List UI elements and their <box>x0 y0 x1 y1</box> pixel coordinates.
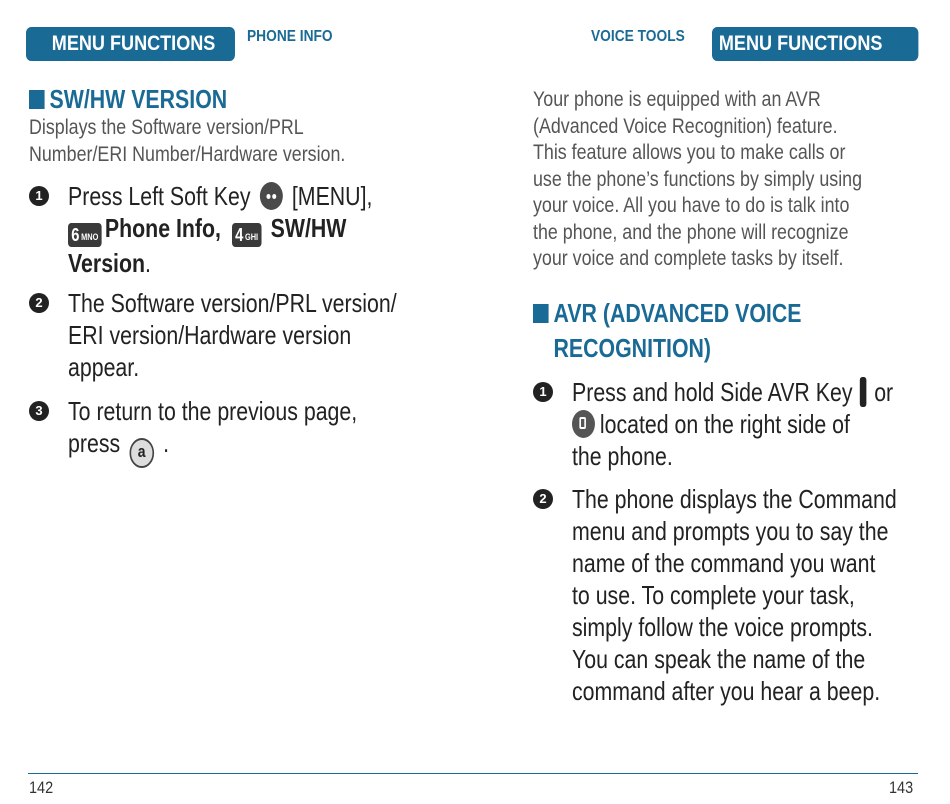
avr-step-1-line-3: the phone. <box>572 441 673 471</box>
avr-step-2-line: The phone displays the Command <box>572 484 897 514</box>
intro-line: your voice and complete tasks by itself. <box>533 246 844 270</box>
step-2 <box>68 287 397 383</box>
side-avr-key-icon <box>860 377 867 407</box>
key-4-icon <box>232 223 262 247</box>
avr-step-1-number: 1 <box>533 382 553 402</box>
page-number-left: 142 <box>29 778 54 797</box>
page-number-right: 143 <box>889 778 914 797</box>
step-1-menu-label: [MENU], <box>291 181 373 211</box>
voice-key-icon <box>572 410 595 438</box>
back-key-icon: a <box>129 438 154 468</box>
heading-square-icon <box>29 90 45 109</box>
intro-line: use the phone’s functions by simply using <box>533 166 863 191</box>
description-line: Number/ERI Number/Hardware version. <box>29 141 346 166</box>
avr-heading <box>533 296 801 366</box>
key-4-letters: GHI <box>244 232 259 242</box>
step-3 <box>68 395 357 468</box>
step-3-line-2 <box>68 427 357 468</box>
heading-text: AVR (ADVANCED VOICE <box>553 298 802 328</box>
step-2-line: appear. <box>68 352 140 382</box>
heading-square-icon <box>533 304 549 323</box>
intro-line: Your phone is equipped with an AVR <box>533 87 821 111</box>
step-1-line-1 <box>68 180 372 212</box>
menu-functions-tab-left: MENU FUNCTIONS <box>26 27 235 61</box>
avr-heading-line-2: RECOGNITION) <box>553 333 712 363</box>
avr-step-1-or: or <box>874 377 894 407</box>
avr-step-1 <box>572 376 893 472</box>
key-4-number: 4 <box>235 225 244 245</box>
avr-step-2-line: command after you hear a beep. <box>572 676 881 706</box>
step-1 <box>68 180 372 279</box>
step-1-text: Press Left Soft Key <box>68 181 251 211</box>
step-1-comma: , <box>215 213 221 243</box>
sw-hw-label: SW/HW <box>270 213 347 243</box>
intro-line: (Advanced Voice Recognition) feature. <box>533 113 838 138</box>
avr-step-2-line: You can speak the name of the <box>572 644 866 674</box>
avr-step-1-line-1 <box>572 376 893 408</box>
step-1-number: 1 <box>29 186 49 206</box>
avr-step-2-line: menu and prompts you to say the <box>572 516 889 546</box>
description-line: Displays the Software version/PRL <box>29 115 304 139</box>
avr-step-2-number: 2 <box>533 489 553 509</box>
step-2-number: 2 <box>29 293 49 313</box>
right-page <box>475 0 950 804</box>
avr-step-1-location: located on the right side of <box>599 409 850 439</box>
menu-functions-tab-right: MENU FUNCTIONS <box>712 27 918 61</box>
step-2-line: The Software version/PRL version/ <box>68 288 397 318</box>
key-6-number: 6 <box>71 225 80 245</box>
step-1-line-3 <box>68 247 372 279</box>
footer-divider <box>28 773 918 774</box>
step-3-line-1: To return to the previous page, <box>68 396 358 426</box>
avr-step-1-line-2 <box>572 408 893 440</box>
phone-info-subtab: PHONE INFO <box>247 28 333 45</box>
step-3-press: press <box>68 428 121 458</box>
intro-line: This feature allows you to make calls or <box>533 140 846 164</box>
description <box>29 114 345 167</box>
avr-intro <box>533 86 862 272</box>
heading-text: SW/HW VERSION <box>49 84 228 114</box>
left-soft-key-icon <box>260 182 283 210</box>
avr-step-2-line: simply follow the voice prompts. <box>572 612 873 642</box>
phone-info-label: Phone Info <box>104 213 216 243</box>
avr-step-2-line: to use. To complete your task, <box>572 580 855 610</box>
avr-step-1-text: Press and hold Side AVR Key <box>572 377 853 407</box>
step-1-line-2 <box>68 212 372 247</box>
version-label: Version <box>68 248 146 278</box>
step-1-period: . <box>145 248 151 278</box>
avr-heading-line-1 <box>533 296 801 331</box>
key-6-icon <box>68 223 102 247</box>
sw-hw-version-heading <box>29 82 227 117</box>
avr-step-2 <box>572 483 897 707</box>
step-3-period: . <box>163 428 170 458</box>
step-3-number: 3 <box>29 401 49 421</box>
avr-step-2-line: name of the command you want <box>572 548 876 578</box>
step-2-line: ERI version/Hardware version <box>68 320 352 350</box>
intro-line: your voice. All you have to do is talk into <box>533 193 850 217</box>
intro-line: the phone, and the phone will recognize <box>533 219 849 244</box>
voice-tools-subtab: VOICE TOOLS <box>591 28 685 45</box>
key-6-letters: MNO <box>81 232 99 242</box>
